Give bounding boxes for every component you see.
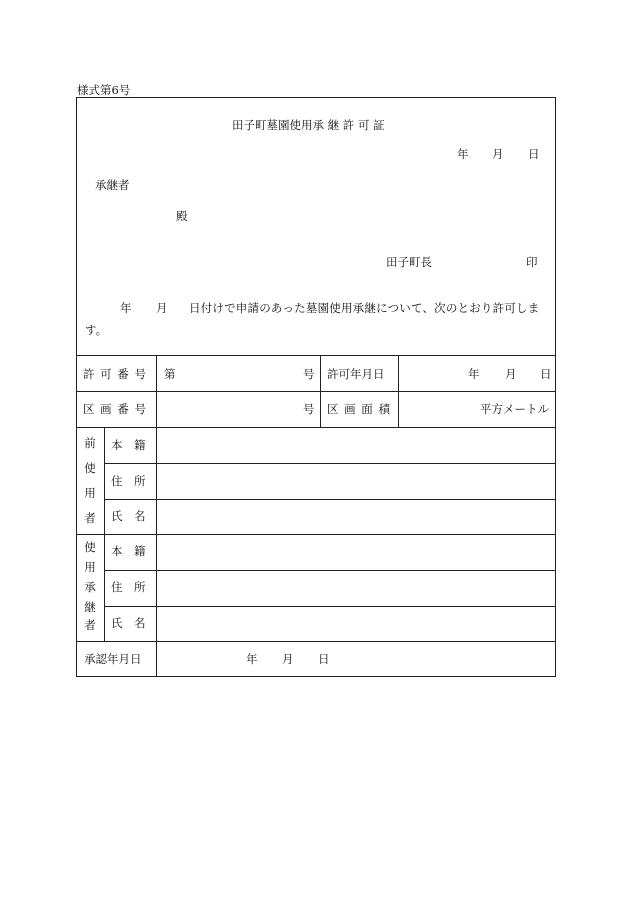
plot-number-label: 区 画 番 号: [83, 402, 147, 416]
statement-month: 月: [156, 301, 168, 315]
permit-date-month: 月: [505, 367, 517, 381]
issuer-name: 田子町長: [386, 255, 432, 269]
issue-date-year: 年: [457, 147, 469, 161]
successor-name-label: 氏 名: [111, 616, 146, 630]
approval-date-label: 承認年月日: [84, 652, 142, 666]
approval-date-month: 月: [282, 652, 294, 666]
successor-group-char: 使: [84, 540, 96, 554]
recipient-honorific: 殿: [176, 209, 188, 223]
prev-user-group-char: 用: [84, 486, 96, 500]
statement-year: 年: [120, 301, 132, 315]
plot-area-unit: 平方メートル: [480, 402, 549, 416]
permit-date-label: 許可年月日: [327, 367, 385, 381]
recipient-label: 承継者: [95, 178, 130, 192]
table-column-rule: [320, 355, 321, 427]
form-number: 様式第6号: [77, 83, 131, 97]
prev-user-group-char: 前: [84, 436, 96, 450]
approval-date-day: 日: [318, 652, 330, 666]
table-rule: [76, 534, 556, 535]
prev-user-group-char: 者: [84, 511, 96, 525]
table-rule: [76, 391, 556, 392]
successor-address-label: 住 所: [111, 580, 146, 594]
issue-date-month: 月: [492, 147, 504, 161]
permit-number-suffix: 号: [303, 367, 315, 381]
permit-number-label: 許 可 番 号: [83, 367, 147, 381]
plot-number-suffix: 号: [303, 402, 315, 416]
table-rule: [104, 606, 556, 607]
prev-user-name-label: 氏 名: [111, 509, 146, 523]
statement-line1: 日付けで申請のあった墓園使用承継について、次のとおり許可しま: [189, 301, 540, 315]
successor-group-char: 用: [84, 560, 96, 574]
successor-group-char: 者: [84, 618, 96, 632]
table-column-rule: [156, 355, 157, 677]
table-rule: [76, 427, 556, 428]
permit-date-day: 日: [540, 367, 552, 381]
successor-domicile-label: 本 籍: [111, 544, 146, 558]
permit-number-prefix: 第: [164, 367, 176, 381]
table-column-rule: [104, 427, 105, 641]
form-title: 田子町墓園使用承 継 許 可 証: [232, 118, 385, 132]
plot-area-label: 区 画 面 積: [327, 402, 391, 416]
approval-date-year: 年: [246, 652, 258, 666]
issue-date-day: 日: [528, 147, 540, 161]
table-rule: [104, 463, 556, 464]
table-column-rule: [398, 355, 399, 427]
table-rule: [104, 499, 556, 500]
permit-certificate-form: [76, 97, 556, 677]
prev-user-group-char: 使: [84, 461, 96, 475]
table-top-rule: [76, 355, 556, 356]
successor-group-char: 継: [84, 600, 96, 614]
table-rule: [104, 570, 556, 571]
issuer-seal: 印: [526, 255, 538, 269]
prev-user-address-label: 住 所: [111, 474, 146, 488]
prev-user-domicile-label: 本 籍: [111, 438, 146, 452]
statement-line2: す。: [85, 323, 108, 337]
permit-date-year: 年: [468, 367, 480, 381]
successor-group-char: 承: [84, 580, 96, 594]
table-rule: [76, 641, 556, 642]
